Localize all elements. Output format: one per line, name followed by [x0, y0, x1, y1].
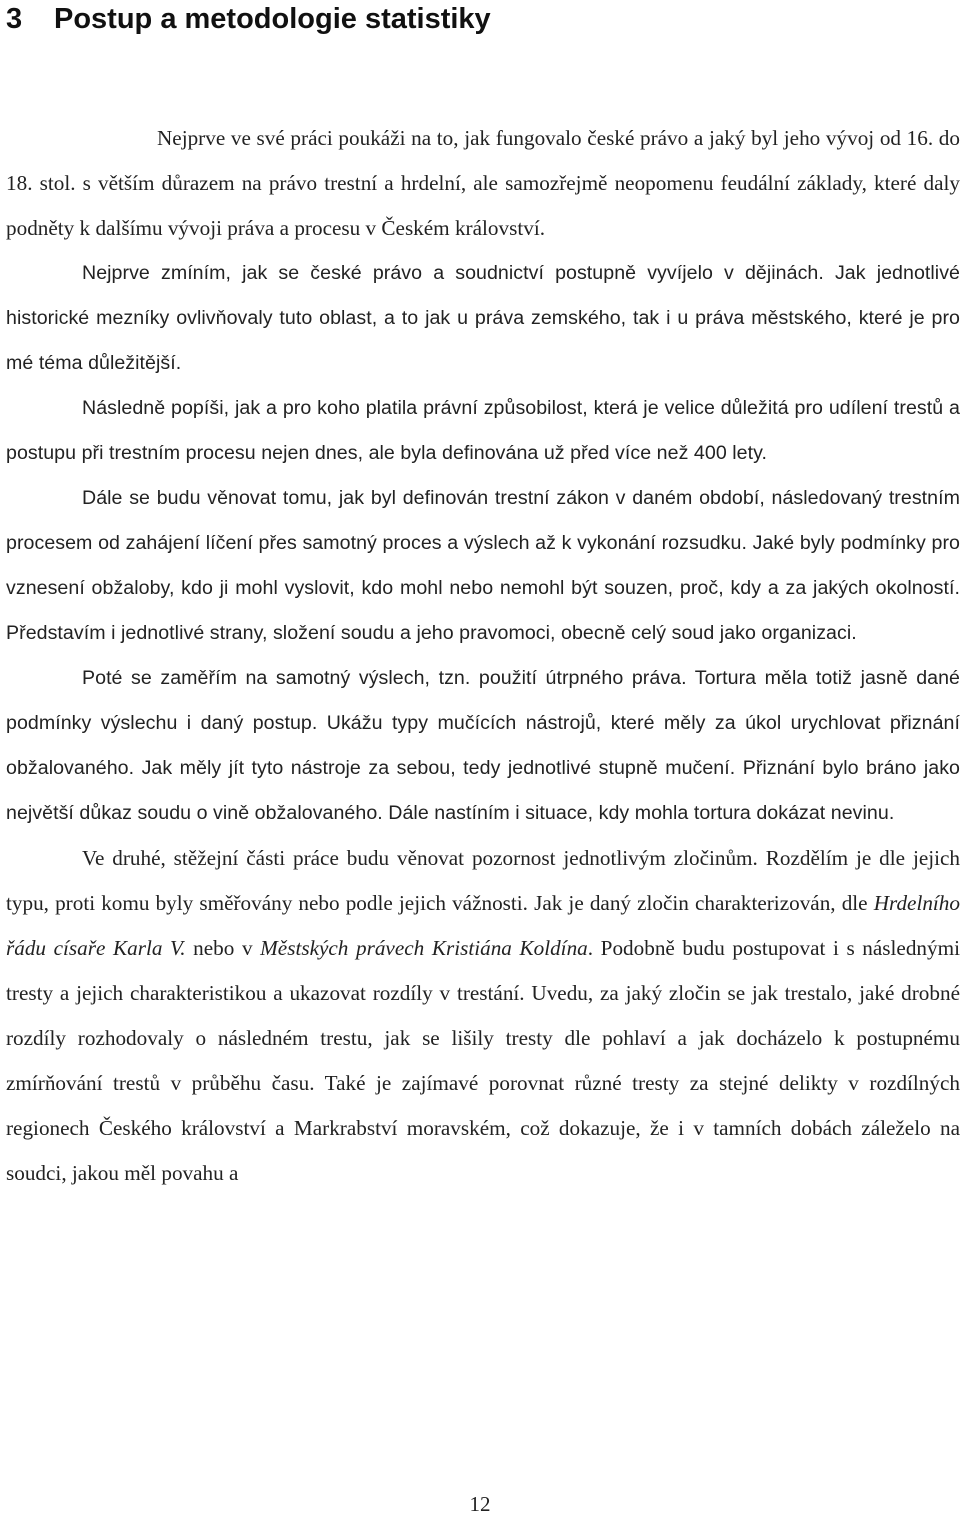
chapter-heading: [6, 0, 491, 38]
chapter-body: [6, 116, 960, 1196]
paragraph-6: [6, 836, 960, 1196]
paragraph-3: Následně popíši, jak a pro koho platila právní způsobilost, která je velice důležitá pro udílení trestů a postupu při trestním procesu nejen dnes, ale byla definována už před více než 400 lety.: [6, 397, 960, 464]
paragraph-6-text-1: Ve druhé, stěžejní části práce budu věnovat pozornost jednotlivým zločinům. Rozdělím je dle jejich typu, proti komu byly směřovány nebo podle jejich vážnosti. Jak je daný zločin charakterizován, dle: [6, 846, 960, 915]
citation-hrdelni-rad: Hrdelního řádu císaře Karla V.: [6, 891, 960, 960]
chapter-number: 3: [6, 3, 23, 35]
chapter-title: Postup a metodologie statistiky: [54, 3, 491, 35]
paragraph-2: Nejprve zmíním, jak se české právo a soudnictví postupně vyvíjelo v dějinách. Jak jednotlivé historické mezníky ovlivňovaly tuto oblast, a to jak u práva zemského, tak i u práva městského, které je pro mé téma důležitější.: [6, 262, 960, 374]
paragraph-5: Poté se zaměřím na samotný výslech, tzn. použití útrpného práva. Tortura měla totiž jasně dané podmínky výslechu i daný postup. Ukážu typy mučících nástrojů, které měly za úkol urychlovat přiznání obžalovaného. Jak měly jít tyto nástroje za sebou, tedy jednotlivé stupně mučení. Přiznání bylo bráno jako největší důkaz soudu o vině obžalovaného. Dále nastíním i situace, kdy mohla tortura dokázat nevinu.: [6, 667, 960, 824]
page-number: 12: [469, 1492, 491, 1516]
paragraph-1: Nejprve ve své práci poukáži na to, jak fungovalo české právo a jaký byl jeho vývoj od 16. do 18. stol. s větším důrazem na právo trestní a hrdelní, ale samozřejmě neopomenu feudální základy, které daly podněty k dalšímu vývoji práva a procesu v Českém království.: [6, 126, 960, 240]
paragraph-4: Dále se budu věnovat tomu, jak byl definován trestní zákon v daném období, následovaný trestním procesem od zahájení líčení přes samotný proces a výslech až k vykonání rozsudku. Jaké byly podmínky pro vznesení obžaloby, kdo ji mohl vyslovit, kdo mohl nebo nemohl být souzen, proč, kdy a za jakých okolností. Představím i jednotlivé strany, složení soudu a jeho pravomoci, obecně celý soud jako organizaci.: [6, 487, 960, 644]
citation-mestska-prava: Městských právech Kristiána Koldína: [260, 936, 588, 960]
paragraph-6-text-2: nebo v: [185, 936, 261, 960]
paragraph-6-text-3: . Podobně budu postupovat i s následnými tresty a jejich charakteristikou a ukazovat rozdíly v trestání. Uvedu, za jaký zločin se jak trestalo, jaké drobné rozdíly rozhodovaly o následném trestu, jak se lišily tresty dle pohlaví a jak docházelo k postupnému zmírňování trestů v průběhu času. Také je zajímavé porovnat různé tresty za stejné delikty v rozdílných regionech Českého království a Markrabství moravském, což dokazuje, že i v tamních dobách záleželo na soudci, jakou měl povahu a: [6, 936, 960, 1185]
